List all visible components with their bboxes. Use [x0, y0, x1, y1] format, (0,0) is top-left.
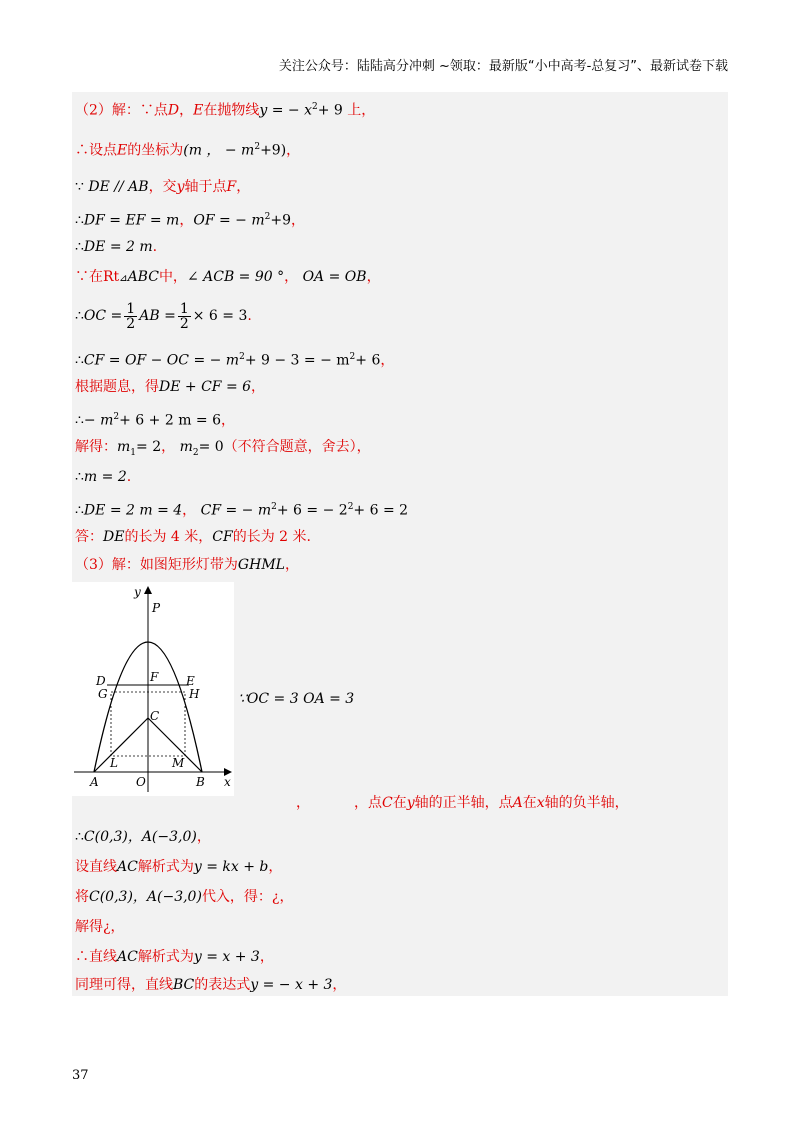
label-D: D: [96, 674, 106, 688]
label-x: x: [224, 775, 231, 789]
fraction-half-1: $\frac{1}{2}$: [126, 300, 136, 332]
label-P: P: [152, 601, 161, 615]
line-13: ∴DE = 2 m = 4， CF = − $m^2+ 6$ = − $2^2+ 6 = 2$: [75, 502, 409, 519]
line-7: ∴OC = $\frac{1}{2}$ AB = $\frac{1}{2}$ × 6 = 3.: [75, 300, 252, 332]
line-19: 将C(0,3)，A(−3,0)代入，得：¿，: [75, 889, 294, 905]
line-16: ， ，点C在y轴的正半轴，点A在x轴的负半轴，: [296, 795, 629, 811]
label-M: M: [172, 756, 185, 770]
line-10: ∴− $m^2+ 6 + 2$ m = 6，: [75, 412, 236, 429]
page-number: 37: [72, 1068, 89, 1083]
line-11: 解得：$m_1= 2$， $m_2= 0$（不符合题意，舍去），: [75, 439, 371, 458]
parabola-diagram: [72, 582, 234, 796]
line-14: 答：DE的长为 4 米，CF的长为 2 米.: [75, 529, 311, 545]
line-22: 同理可得，直线BC的表达式y = − x + 3，: [75, 977, 347, 993]
line-4: ∴DF = EF = m，OF = − $m^2+9$，: [75, 212, 305, 229]
page-header: 关注公众号：陆陆高分冲刺 ~领取：最新版“小中高考-总复习”、最新试卷下载: [278, 59, 728, 74]
line-6: ∵在Rt⊿ABC中，∠ ACB = 90 °， OA = OB，: [75, 269, 381, 285]
parabola-figure: [72, 582, 234, 796]
line-20: 解得¿，: [75, 919, 125, 935]
line-2: ∴设点E的坐标为(m ， − $m^2+9$)，: [75, 142, 301, 159]
line-21: ∴直线AC解析式为y = x + 3，: [75, 949, 274, 965]
line-12: ∴m = 2.: [75, 469, 132, 485]
label-A: A: [90, 775, 99, 789]
line-3: ∵ DE // AB，交y轴于点F，: [75, 179, 251, 195]
label-y: y: [134, 585, 141, 599]
line-8: ∴CF = OF − OC = − $m^2+ 9 - 3$ = − $m^2+ 6$，: [75, 352, 395, 369]
label-E: E: [186, 674, 195, 688]
label-C: C: [150, 709, 160, 723]
line-1: （2）解：∵点D，E在抛物线y = − $x^2+ 9$ 上，: [75, 102, 376, 119]
label-H: H: [189, 687, 200, 701]
line-5: ∴DE = 2 m.: [75, 239, 158, 255]
fig-side-text: ∵OC = 3 OA = 3: [238, 691, 355, 707]
label-G: G: [98, 687, 108, 701]
solution-block: [72, 92, 728, 996]
line-9: 根据题息，得DE + CF = 6，: [75, 379, 266, 395]
line-18: 设直线AC解析式为y = kx + b，: [75, 859, 283, 875]
label-F: F: [150, 670, 159, 684]
label-B: B: [196, 775, 205, 789]
line-15: （3）解：如图矩形灯带为GHML，: [75, 557, 299, 573]
label-O: O: [136, 775, 146, 789]
line-17: ∴C(0,3)，A(−3,0)，: [75, 829, 211, 845]
label-L: L: [110, 756, 118, 770]
fraction-half-2: $\frac{1}{2}$: [179, 300, 189, 332]
